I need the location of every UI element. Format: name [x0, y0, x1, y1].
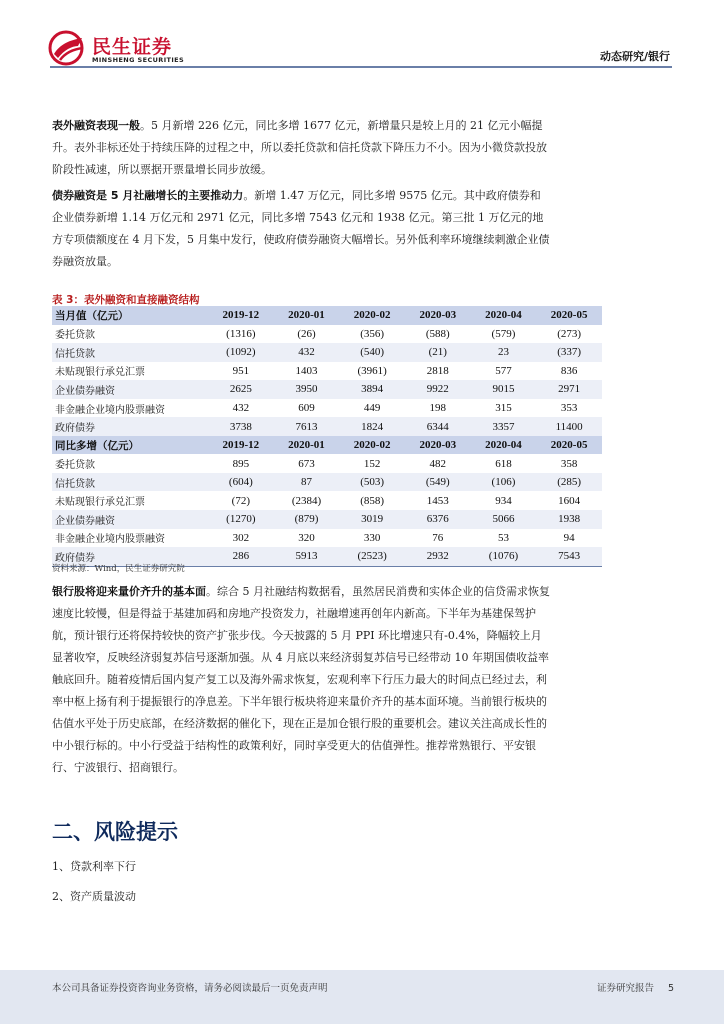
table-row [52, 380, 602, 399]
table-cell: 836 [560, 364, 578, 377]
table-cell: 577 [495, 364, 512, 377]
page-header [0, 0, 724, 72]
row-label: 委托贷款 [55, 330, 95, 342]
table-cell: (106) [471, 473, 537, 492]
table-section-header [52, 436, 602, 455]
table-cell: (549) [405, 473, 471, 492]
column-header: 2019-12 [208, 436, 274, 455]
table-cell: (3961) [357, 364, 387, 377]
column-header: 2020-01 [274, 306, 340, 325]
paragraph-offbalance-financing [52, 115, 550, 181]
table-cell: 23 [471, 343, 537, 362]
table-row [52, 529, 602, 548]
table-row [52, 491, 602, 510]
column-header: 2020-05 [536, 436, 602, 455]
header-divider [50, 66, 672, 68]
table-cell: (503) [339, 473, 405, 492]
table-row [52, 510, 602, 529]
column-header: 2020-04 [471, 436, 537, 455]
paragraph-lead: 债券融资是 5 月社融增长的主要推动力 [52, 189, 244, 202]
risk-item: 2、资产质量波动 [52, 890, 136, 903]
logo-name-cn: 民生证券 [92, 36, 173, 58]
paragraph-bond-financing [52, 185, 550, 273]
table-cell: 618 [495, 457, 512, 470]
section-header-label: 当月值（亿元） [52, 306, 208, 325]
table-cell: 482 [429, 457, 447, 470]
table-cell: 3738 [208, 417, 274, 436]
table-cell: 358 [560, 457, 578, 470]
table-cell: 2818 [426, 364, 449, 377]
table-cell: 3894 [339, 380, 405, 399]
table-cell: (1076) [471, 547, 537, 566]
table-row [52, 473, 602, 492]
table-cell: 3950 [274, 380, 340, 399]
table-cell: 6376 [405, 510, 471, 529]
paragraph-body: 。综合 5 月社融结构数据看，虽然居民消费和实体企业的信贷需求恢复速度比较慢，但是得益于基建加码和房地产投资发力，社融增速再创年内新高。下半年为基建保驾护航，预计银行还将保持较快的资产扩张步伐。今天披露的 5 月 PPI 环比增速只有-0.4%，降幅较上月显著收窄，反映经济弱复苏信号逐渐加强。从 4 月底以来经济弱复苏信号已经带动 10 年期国债收益率触底回升。随着疫情后国内复产复工以及海外需求恢复，宏观利率下行压力最大的时间点已经过去，利率中枢上扬有利于提振银行的净息差。下半年银行板块将迎来量价齐升的基本面环境。当前银行板块的估值水平处于历史底部，在经济数据的催化下，现在正是加仓银行股的重要机会。建议关注高成长性的中小银行标的。中小行受益于结构性的政策利好，同时享受更大的估值弹性。推荐常熟银行、平安银行、宁波银行、招商银行。 [52, 585, 550, 774]
table-cell: 2932 [405, 547, 471, 566]
table-cell: 432 [232, 402, 250, 414]
row-label: 信托贷款 [52, 473, 208, 492]
table-cell: 353 [560, 402, 578, 414]
row-label: 非金融企业境内股票融资 [55, 534, 165, 546]
row-label: 政府债券 [52, 547, 208, 566]
table-cell: 286 [208, 547, 274, 566]
table-cell: (858) [360, 494, 385, 507]
column-header: 2020-05 [536, 306, 602, 325]
table-cell: (540) [339, 343, 405, 362]
table-cell: 94 [563, 531, 575, 544]
table-cell: (26) [297, 327, 316, 340]
table-row [52, 399, 602, 418]
table-cell: 673 [298, 457, 315, 470]
table-cell: (1270) [208, 510, 274, 529]
row-label: 企业债券融资 [52, 510, 208, 529]
row-label: 企业债券融资 [52, 380, 208, 399]
table-cell: 432 [274, 343, 340, 362]
table-cell: 609 [298, 402, 315, 414]
table-cell: 5066 [471, 510, 537, 529]
table-cell: 320 [298, 531, 315, 544]
table-cell: 3357 [471, 417, 537, 436]
company-logo [48, 30, 188, 70]
minsheng-logo-icon [48, 30, 86, 66]
table-cell: (1316) [226, 327, 256, 340]
table-row [52, 454, 602, 473]
table-cell: 9922 [405, 380, 471, 399]
paragraph-lead: 银行股将迎来量价齐升的基本面 [52, 585, 206, 598]
row-label: 未贴现银行承兑汇票 [55, 367, 145, 379]
table-cell: 11400 [536, 417, 602, 436]
table-source: 资料来源：Wind，民生证券研究院 [52, 564, 185, 574]
row-label: 信托贷款 [52, 343, 208, 362]
column-header: 2020-04 [471, 306, 537, 325]
table-cell: (273) [557, 327, 582, 340]
section-title-risk: 二、风险提示 [52, 820, 178, 844]
table-cell: (72) [231, 494, 250, 507]
table-cell: 198 [429, 402, 447, 414]
table-cell: 5913 [274, 547, 340, 566]
column-header: 2020-03 [405, 436, 471, 455]
table-cell: 330 [363, 531, 381, 544]
row-label: 未贴现银行承兑汇票 [55, 497, 145, 509]
footer-right [583, 980, 674, 994]
table-cell: 895 [232, 457, 250, 470]
table-cell: 7543 [536, 547, 602, 566]
paragraph-body: 。新增 1.47 万亿元，同比多增 9575 亿元。其中政府债券和企业债券新增 1.14 万亿元和 2971 亿元，同比多增 7543 亿元和 1938 亿元。第三批 1 万亿元的地方专项债额度在 4 月下发，5 月集中发行，使政府债券融资大幅增长。另外低利率环境继续刺激企业债券融资放量。 [52, 189, 550, 268]
table-cell: (2523) [339, 547, 405, 566]
table-cell: (879) [274, 510, 340, 529]
table-cell: 1403 [295, 364, 318, 377]
logo-name-en: MINSHENG SECURITIES [92, 56, 185, 64]
footer-report-label: 证券研究报告 [596, 983, 654, 994]
paragraph-lead: 表外融资表现一般 [52, 119, 140, 132]
table-cell: (2384) [291, 494, 322, 507]
table-cell: 951 [232, 364, 250, 377]
table-cell: 152 [363, 457, 381, 470]
table-cell: 315 [495, 402, 512, 414]
report-type: 动态研究/银行 [599, 50, 670, 63]
table-cell: 1824 [339, 417, 405, 436]
row-label: 委托贷款 [55, 460, 95, 472]
risk-item: 1、贷款利率下行 [52, 860, 136, 873]
table-cell: 2625 [208, 380, 274, 399]
table-section-header [52, 306, 602, 325]
table-row [52, 343, 602, 362]
table-cell: (588) [425, 327, 450, 340]
table-cell: 76 [432, 531, 444, 544]
table-cell: 2971 [536, 380, 602, 399]
table-cell: 7613 [274, 417, 340, 436]
table-cell: (604) [208, 473, 274, 492]
table-cell: (285) [536, 473, 602, 492]
table-cell: (579) [491, 327, 516, 340]
footer-disclaimer: 本公司具备证券投资咨询业务资格，请务必阅读最后一页免责声明 [52, 983, 328, 994]
table-cell: (337) [536, 343, 602, 362]
page-number: 5 [667, 983, 674, 994]
table-row [52, 417, 602, 436]
table-cell: 1604 [558, 494, 581, 507]
column-header: 2020-03 [405, 306, 471, 325]
table-cell: 87 [274, 473, 340, 492]
table-cell: 1938 [536, 510, 602, 529]
table-cell: 9015 [471, 380, 537, 399]
table-cell: (21) [405, 343, 471, 362]
financing-structure-table [52, 306, 602, 567]
table-row [52, 362, 602, 381]
paragraph-bank-outlook [52, 581, 550, 779]
table-cell: 1453 [426, 494, 449, 507]
section-header-label: 同比多增（亿元） [52, 436, 208, 455]
table-cell: 934 [495, 494, 512, 507]
table-title: 表 3：表外融资和直接融资结构 [52, 294, 200, 306]
table-row [52, 325, 602, 344]
page-footer [0, 970, 724, 1024]
table-cell: 53 [497, 531, 509, 544]
row-label: 政府债券 [52, 417, 208, 436]
table-cell: 449 [363, 402, 381, 414]
table-cell: 302 [232, 531, 250, 544]
column-header: 2019-12 [208, 306, 274, 325]
column-header: 2020-02 [339, 436, 405, 455]
table-cell: (1092) [208, 343, 274, 362]
paragraph-body: 。5 月新增 226 亿元，同比多增 1677 亿元，新增量只是较上月的 21 亿元小幅提升。表外非标还处于持续压降的过程之中，所以委托贷款和信托贷款下降压力不小。因为小微贷款投放阶段性减速，所以票据开票量增长同步放缓。 [52, 119, 547, 176]
table-cell: (356) [360, 327, 385, 340]
column-header: 2020-01 [274, 436, 340, 455]
row-label: 非金融企业境内股票融资 [55, 404, 165, 416]
table-cell: 3019 [339, 510, 405, 529]
column-header: 2020-02 [339, 306, 405, 325]
table-cell: 6344 [405, 417, 471, 436]
